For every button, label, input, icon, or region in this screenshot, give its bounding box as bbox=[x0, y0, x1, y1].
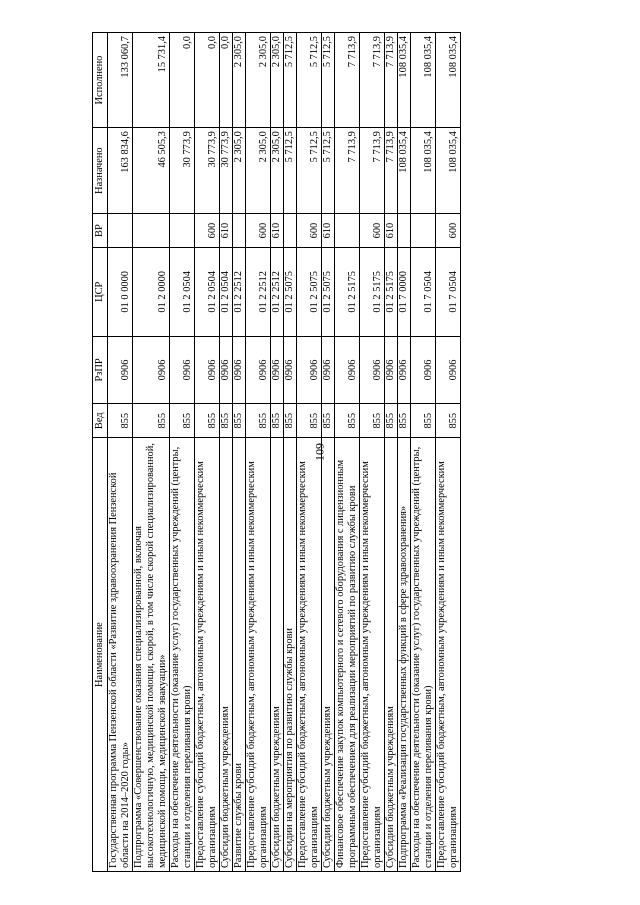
cell-vr: 600 bbox=[246, 214, 271, 248]
cell-vr bbox=[133, 214, 170, 248]
table-row bbox=[233, 33, 246, 872]
cell-vr: 610 bbox=[322, 214, 335, 248]
cell-csr: 01 7 0000 bbox=[398, 248, 411, 337]
cell-ved: 855 bbox=[133, 404, 170, 438]
cell-executed: 5 712,5 bbox=[284, 33, 297, 128]
cell-executed: 108 035,4 bbox=[411, 33, 436, 128]
cell-assigned: 30 773,9 bbox=[220, 128, 233, 214]
cell-rzpr: 0906 bbox=[220, 336, 233, 404]
cell-executed: 7 713,9 bbox=[335, 33, 360, 128]
cell-name: Подпрограмма «Совершенствование оказания специализированной, включая высокотехнологичную, медицинской помощи, скорой, в том числе скорой специализированной, медицинской помощи, медицинской эвакуации» bbox=[133, 438, 170, 872]
cell-name: Расходы на обеспечение деятельности (оказание услуг) государственных учреждений (центры, станции и отделения переливания крови) bbox=[411, 438, 436, 872]
cell-assigned: 108 035,4 bbox=[436, 128, 461, 214]
cell-vr bbox=[335, 214, 360, 248]
cell-name: Финансовое обеспечение закупок компьютерного и сетевого оборудования с лицензионным программным обеспечением для реализации мероприятий по развитию службы крови bbox=[335, 438, 360, 872]
cell-executed: 5 712,5 bbox=[322, 33, 335, 128]
cell-vr: 600 bbox=[436, 214, 461, 248]
cell-csr: 01 2 2512 bbox=[271, 248, 284, 337]
cell-rzpr: 0906 bbox=[411, 336, 436, 404]
cell-vr bbox=[398, 214, 411, 248]
cell-csr: 01 2 0504 bbox=[220, 248, 233, 337]
cell-name: Предоставление субсидий бюджетным, автономным учреждениям и иным некоммерческим организациям bbox=[195, 438, 220, 872]
cell-csr: 01 2 5175 bbox=[360, 248, 385, 337]
cell-vr: 610 bbox=[385, 214, 398, 248]
cell-ved: 855 bbox=[246, 404, 271, 438]
cell-assigned: 5 712,5 bbox=[322, 128, 335, 214]
cell-vr: 610 bbox=[271, 214, 284, 248]
header-executed: Исполнено bbox=[93, 33, 108, 128]
cell-vr bbox=[284, 214, 297, 248]
cell-rzpr: 0906 bbox=[436, 336, 461, 404]
table-row bbox=[271, 33, 284, 872]
cell-vr bbox=[108, 214, 133, 248]
cell-ved: 855 bbox=[398, 404, 411, 438]
cell-csr: 01 2 2512 bbox=[246, 248, 271, 337]
cell-executed: 108 035,4 bbox=[398, 33, 411, 128]
table-header-row bbox=[93, 33, 108, 872]
cell-name: Субсидии бюджетным учреждениям bbox=[322, 438, 335, 872]
cell-csr: 01 2 5175 bbox=[335, 248, 360, 337]
cell-csr: 01 2 5075 bbox=[284, 248, 297, 337]
cell-assigned: 163 834,6 bbox=[108, 128, 133, 214]
header-name: Наименование bbox=[93, 438, 108, 872]
cell-name: Предоставление субсидий бюджетным, автономным учреждениям и иным некоммерческим организациям bbox=[360, 438, 385, 872]
cell-name: Предоставление субсидий бюджетным, автономным учреждениям и иным некоммерческим организациям bbox=[246, 438, 271, 872]
cell-executed: 133 060,7 bbox=[108, 33, 133, 128]
cell-name: Субсидии на мероприятия по развитию службы крови bbox=[284, 438, 297, 872]
cell-executed: 15 731,4 bbox=[133, 33, 170, 128]
cell-executed: 2 305,0 bbox=[271, 33, 284, 128]
cell-rzpr: 0906 bbox=[297, 336, 322, 404]
cell-rzpr: 0906 bbox=[233, 336, 246, 404]
page-number: 109 bbox=[312, 443, 327, 461]
budget-table bbox=[92, 32, 461, 872]
cell-csr: 01 2 2512 bbox=[233, 248, 246, 337]
table-row bbox=[335, 33, 360, 872]
cell-name: Субсидии бюджетным учреждениям bbox=[385, 438, 398, 872]
cell-executed: 7 713,9 bbox=[385, 33, 398, 128]
cell-name: Предоставление субсидий бюджетным, автономным учреждениям и иным некоммерческим организациям bbox=[297, 438, 322, 872]
cell-executed: 0,0 bbox=[195, 33, 220, 128]
cell-executed: 0,0 bbox=[170, 33, 195, 128]
cell-ved: 855 bbox=[335, 404, 360, 438]
table-row bbox=[133, 33, 170, 872]
header-assigned: Назначено bbox=[93, 128, 108, 214]
cell-csr: 01 2 0504 bbox=[170, 248, 195, 337]
cell-name: Развитие службы крови bbox=[233, 438, 246, 872]
cell-ved: 855 bbox=[411, 404, 436, 438]
cell-ved: 855 bbox=[108, 404, 133, 438]
rotated-table-container bbox=[92, 32, 638, 872]
header-csr: ЦСР bbox=[93, 248, 108, 337]
cell-ved: 855 bbox=[170, 404, 195, 438]
table-row bbox=[284, 33, 297, 872]
table-row bbox=[297, 33, 322, 872]
cell-name: Субсидии бюджетным учреждениям bbox=[220, 438, 233, 872]
cell-assigned: 7 713,9 bbox=[385, 128, 398, 214]
table-row bbox=[108, 33, 133, 872]
cell-assigned: 2 305,0 bbox=[233, 128, 246, 214]
cell-rzpr: 0906 bbox=[385, 336, 398, 404]
cell-ved: 855 bbox=[284, 404, 297, 438]
cell-name: Государственная программа Пензенской области «Развитие здравоохранения Пензенской области на 2014–2020 годы» bbox=[108, 438, 133, 872]
cell-rzpr: 0906 bbox=[398, 336, 411, 404]
cell-assigned: 5 712,5 bbox=[284, 128, 297, 214]
table-row bbox=[195, 33, 220, 872]
cell-assigned: 7 713,9 bbox=[335, 128, 360, 214]
cell-vr bbox=[170, 214, 195, 248]
cell-name: Предоставление субсидий бюджетным, автономным учреждениям и иным некоммерческим организациям bbox=[436, 438, 461, 872]
cell-vr bbox=[233, 214, 246, 248]
cell-rzpr: 0906 bbox=[108, 336, 133, 404]
cell-ved: 855 bbox=[220, 404, 233, 438]
cell-csr: 01 2 5075 bbox=[322, 248, 335, 337]
cell-ved: 855 bbox=[385, 404, 398, 438]
cell-rzpr: 0906 bbox=[284, 336, 297, 404]
cell-assigned: 46 505,3 bbox=[133, 128, 170, 214]
table-row bbox=[220, 33, 233, 872]
cell-rzpr: 0906 bbox=[335, 336, 360, 404]
cell-ved: 855 bbox=[271, 404, 284, 438]
cell-executed: 2 305,0 bbox=[246, 33, 271, 128]
cell-csr: 01 7 0504 bbox=[411, 248, 436, 337]
table-row bbox=[246, 33, 271, 872]
cell-rzpr: 0906 bbox=[195, 336, 220, 404]
cell-rzpr: 0906 bbox=[170, 336, 195, 404]
cell-executed: 2 305,0 bbox=[233, 33, 246, 128]
cell-executed: 108 035,4 bbox=[436, 33, 461, 128]
cell-ved: 855 bbox=[360, 404, 385, 438]
cell-assigned: 2 305,0 bbox=[271, 128, 284, 214]
table-body bbox=[108, 33, 461, 872]
table-row bbox=[385, 33, 398, 872]
table-row bbox=[436, 33, 461, 872]
cell-rzpr: 0906 bbox=[271, 336, 284, 404]
cell-assigned: 108 035,4 bbox=[411, 128, 436, 214]
cell-vr: 600 bbox=[297, 214, 322, 248]
cell-ved: 855 bbox=[195, 404, 220, 438]
table-row bbox=[322, 33, 335, 872]
cell-rzpr: 0906 bbox=[133, 336, 170, 404]
cell-vr: 610 bbox=[220, 214, 233, 248]
cell-name: Расходы на обеспечение деятельности (оказание услуг) государственных учреждений (центры, станции и отделения переливания крови) bbox=[170, 438, 195, 872]
cell-vr bbox=[411, 214, 436, 248]
header-rzpr: РзПР bbox=[93, 336, 108, 404]
cell-csr: 01 2 5175 bbox=[385, 248, 398, 337]
table-row bbox=[398, 33, 411, 872]
cell-ved: 855 bbox=[297, 404, 322, 438]
cell-csr: 01 2 5075 bbox=[297, 248, 322, 337]
cell-name: Субсидии бюджетным учреждениям bbox=[271, 438, 284, 872]
table-row bbox=[411, 33, 436, 872]
cell-name: Подпрограмма «Реализация государственных функций в сфере здравоохранения» bbox=[398, 438, 411, 872]
cell-assigned: 30 773,9 bbox=[170, 128, 195, 214]
cell-executed: 0,0 bbox=[220, 33, 233, 128]
cell-csr: 01 2 0504 bbox=[195, 248, 220, 337]
header-ved: Вед bbox=[93, 404, 108, 438]
cell-executed: 7 713,9 bbox=[360, 33, 385, 128]
cell-vr: 600 bbox=[360, 214, 385, 248]
table-row bbox=[360, 33, 385, 872]
cell-rzpr: 0906 bbox=[246, 336, 271, 404]
table-row bbox=[170, 33, 195, 872]
cell-csr: 01 0 0000 bbox=[108, 248, 133, 337]
cell-rzpr: 0906 bbox=[322, 336, 335, 404]
cell-executed: 5 712,5 bbox=[297, 33, 322, 128]
cell-ved: 855 bbox=[233, 404, 246, 438]
cell-ved: 855 bbox=[322, 404, 335, 438]
cell-rzpr: 0906 bbox=[360, 336, 385, 404]
cell-assigned: 7 713,9 bbox=[360, 128, 385, 214]
cell-vr: 600 bbox=[195, 214, 220, 248]
header-vr: ВР bbox=[93, 214, 108, 248]
cell-csr: 01 7 0504 bbox=[436, 248, 461, 337]
cell-csr: 01 2 0000 bbox=[133, 248, 170, 337]
cell-ved: 855 bbox=[436, 404, 461, 438]
cell-assigned: 30 773,9 bbox=[195, 128, 220, 214]
cell-assigned: 5 712,5 bbox=[297, 128, 322, 214]
cell-assigned: 108 035,4 bbox=[398, 128, 411, 214]
cell-assigned: 2 305,0 bbox=[246, 128, 271, 214]
